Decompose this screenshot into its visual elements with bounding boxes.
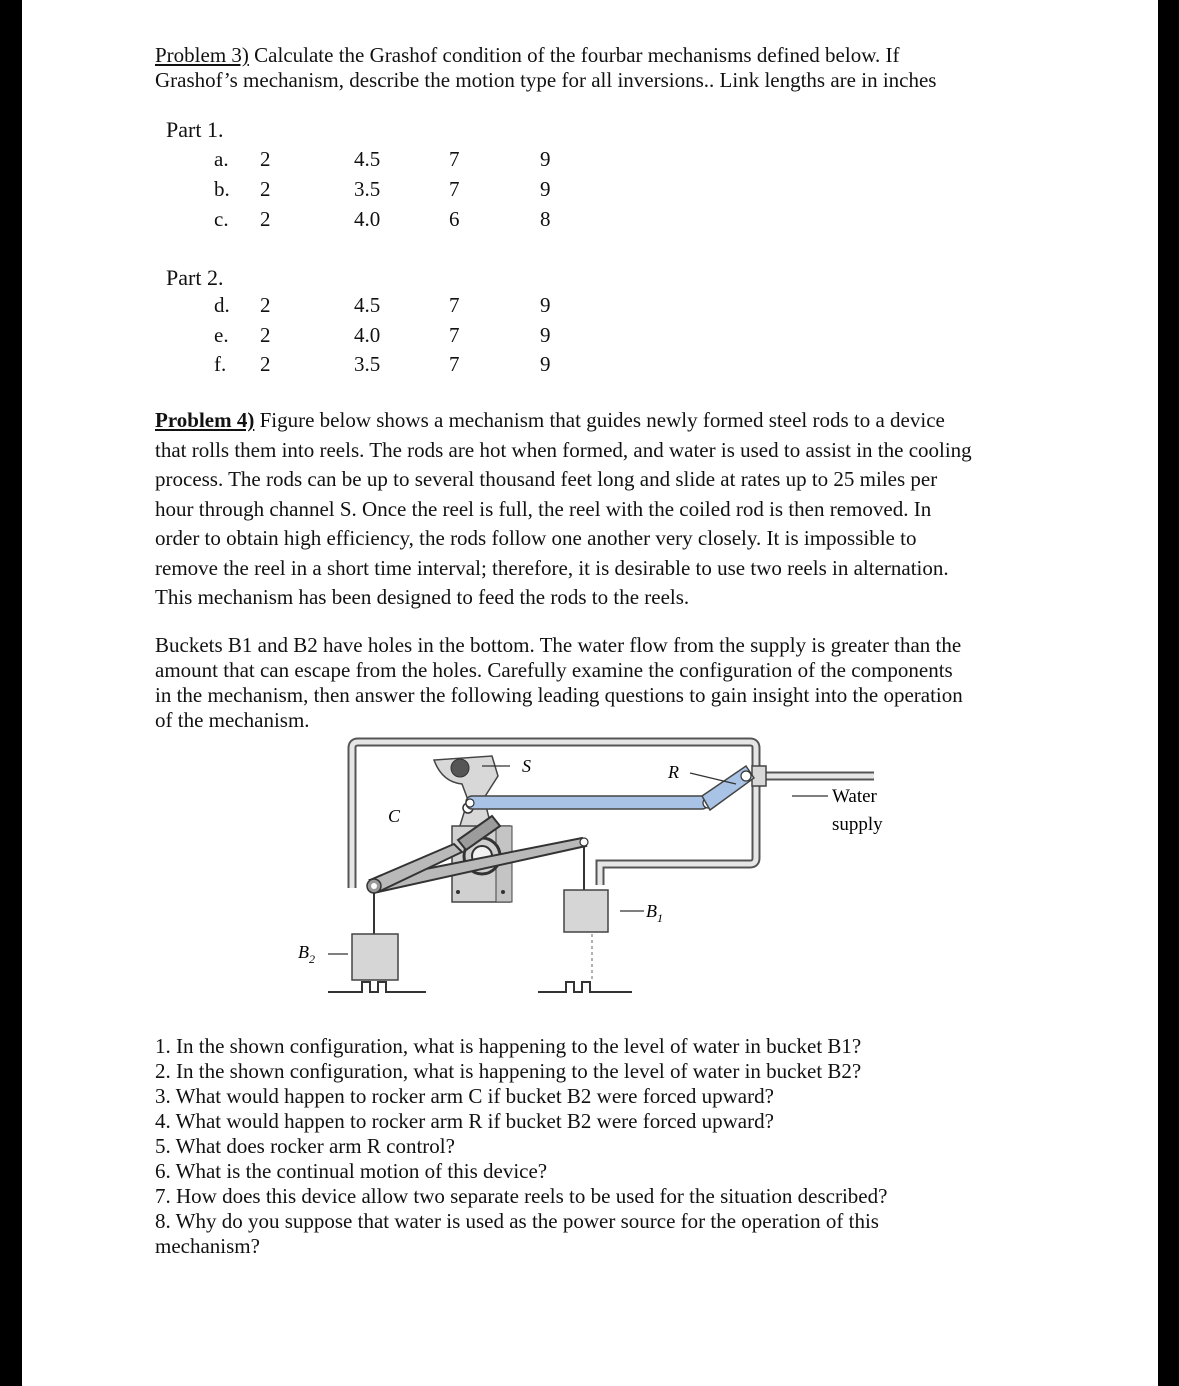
water-supply-line2: supply <box>832 814 883 835</box>
part2-row-f-l4: 9 <box>540 352 551 376</box>
valve-body <box>752 766 766 786</box>
part2-row-d-l3: 7 <box>449 293 460 317</box>
label-B1-main: B <box>646 901 657 921</box>
label-C: C <box>388 806 401 826</box>
label-B1-sub: 1 <box>657 911 663 925</box>
question-8: 8. Why do you suppose that water is used as the power source for the operation of this <box>155 1209 879 1233</box>
part2-row-e-l3: 7 <box>449 323 460 347</box>
part2-row-f-l3: 7 <box>449 352 460 376</box>
part1-row-c-l2: 4.0 <box>354 207 381 231</box>
part1-row-c-l1: 2 <box>260 207 271 231</box>
buckets-text-1: Buckets B1 and B2 have holes in the bottom. The water flow from the supply is greater than the <box>155 633 962 657</box>
part1-row-c-label: c. <box>214 207 229 231</box>
part2-title: Part 2. <box>166 265 224 290</box>
part2-row-e-l2: 4.0 <box>354 323 381 347</box>
part1-row-a-l2: 4.5 <box>354 147 381 171</box>
part2-row-f-label: f. <box>214 352 227 376</box>
question-8-cont: mechanism? <box>155 1234 260 1258</box>
part1-row-b-l3: 7 <box>449 177 460 201</box>
part1-row-b-l2: 3.5 <box>354 177 381 201</box>
part2-row-e-l4: 9 <box>540 323 551 347</box>
part1-row-b-l1: 2 <box>260 177 271 201</box>
buckets-text-3: in the mechanism, then answer the following leading questions to gain insight into the operation <box>155 683 963 707</box>
part2-row-f-l2: 3.5 <box>354 352 381 376</box>
mechanism-figure <box>22 0 1158 1020</box>
blue-link <box>466 796 713 809</box>
water-supply-line1: Water <box>832 786 877 807</box>
question-3: 3. What would happen to rocker arm C if bucket B2 were forced upward? <box>155 1084 774 1108</box>
problem4-text-2: that rolls them into reels. The rods are hot when formed, and water is used to assist in the cooling <box>155 437 972 462</box>
part1-row-a-l1: 2 <box>260 147 271 171</box>
problem3-text-1: Calculate the Grashof condition of the fourbar mechanisms defined below. If <box>254 43 900 67</box>
part1-row-a-l4: 9 <box>540 147 551 171</box>
label-B1 <box>646 901 663 925</box>
part2-row-d-l1: 2 <box>260 293 271 317</box>
part2-row-e-label: e. <box>214 323 229 347</box>
part2-row-d-l4: 9 <box>540 293 551 317</box>
problem4-text-1: Figure below shows a mechanism that guides newly formed steel rods to a device <box>259 408 945 432</box>
problem3-text-2: Grashof’s mechanism, describe the motion type for all inversions.. Link lengths are in inches <box>155 68 937 92</box>
label-B2 <box>298 942 315 966</box>
problem4-text-7: This mechanism has been designed to feed the rods to the reels. <box>155 585 690 609</box>
document-page <box>22 0 1158 1386</box>
problem3-heading: Problem 3) <box>155 43 249 67</box>
label-B2-sub: 2 <box>309 952 315 966</box>
part1-row-b-l4: 9 <box>540 177 551 201</box>
question-1: 1. In the shown configuration, what is happening to the level of water in bucket B1? <box>155 1034 862 1058</box>
label-S: S <box>522 756 531 776</box>
part1-row-c-l4: 8 <box>540 207 551 231</box>
label-B2-main: B <box>298 942 309 962</box>
buckets-text-4: of the mechanism. <box>155 708 310 732</box>
question-6: 6. What is the continual motion of this device? <box>155 1159 548 1183</box>
bucket-B2 <box>328 893 426 992</box>
part1-row-a-l3: 7 <box>449 147 460 171</box>
buckets-text-2: amount that can escape from the holes. Carefully examine the configuration of the components <box>155 658 953 682</box>
part1-row-b-label: b. <box>214 177 230 201</box>
part1-row-c-l3: 6 <box>449 207 460 231</box>
part2-row-f-l1: 2 <box>260 352 271 376</box>
part1-title: Part 1. <box>166 117 224 142</box>
problem4-text-6: remove the reel in a short time interval; therefore, it is desirable to use two reels in alternation. <box>155 555 949 580</box>
rocker-arm-R <box>702 766 754 810</box>
part2-row-e-l1: 2 <box>260 323 271 347</box>
question-7: 7. How does this device allow two separate reels to be used for the situation described? <box>155 1184 888 1208</box>
part2-row-d-l2: 4.5 <box>354 293 381 317</box>
problem4-text-5: order to obtain high efficiency, the rods follow one another very closely. It is impossible to <box>155 526 917 550</box>
label-R: R <box>668 762 679 782</box>
problem4-text-4: hour through channel S. Once the reel is full, the reel with the coiled rod is then removed. In <box>155 496 932 521</box>
question-2: 2. In the shown configuration, what is happening to the level of water in bucket B2? <box>155 1059 862 1083</box>
questions-list <box>155 1034 887 1259</box>
problem4-text-3: process. The rods can be up to several thousand feet long and slide at rates up to 25 miles per <box>155 467 938 491</box>
question-5: 5. What does rocker arm R control? <box>155 1134 455 1158</box>
question-4: 4. What would happen to rocker arm R if bucket B2 were forced upward? <box>155 1109 774 1133</box>
part2-row-d-label: d. <box>214 293 230 317</box>
problem4-heading: Problem 4) <box>155 408 255 432</box>
part1-row-a-label: a. <box>214 147 229 171</box>
